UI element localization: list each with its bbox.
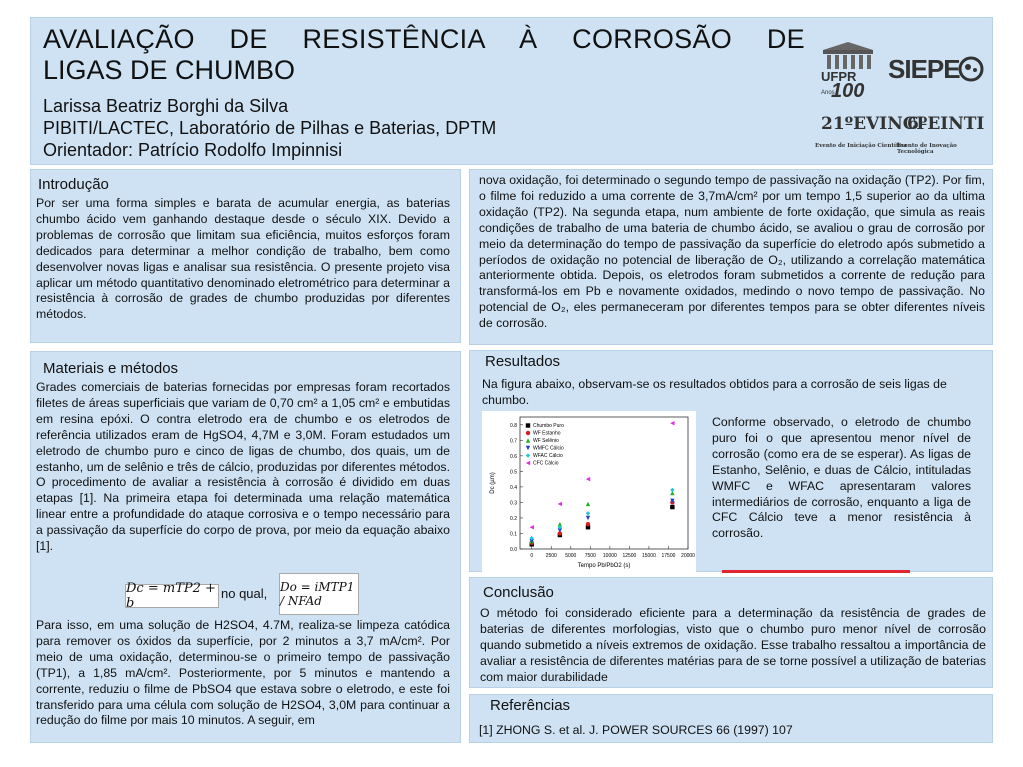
legend-label: Chumbo Puro	[533, 423, 564, 429]
y-tick-label: 0.1	[510, 531, 517, 538]
legend-marker	[526, 431, 530, 435]
poster-title-line1: AVALIAÇÃO DE RESISTÊNCIA À CORROSÃO DE	[43, 24, 805, 54]
introduction-title: Introdução	[38, 176, 109, 193]
methods-title: Materiais e métodos	[43, 360, 179, 377]
x-tick-label: 7500	[584, 553, 596, 559]
einti-caption: Evento de Inovação Tecnológica	[897, 143, 957, 155]
y-tick-label: 0.4	[510, 484, 517, 491]
plot-frame	[520, 417, 688, 549]
results-discussion-text: Conforme observado, o eletrodo de chumbo puro foi o que apresentou menor nível de corrosão (como era de se esperar). As ligas de Estanho, Selênio, e duas de Cálcio, intituladas WMFC e WFAC apresentaram valores intermediários de corrosão, enquanto a liga de CFC Cálcio teve a menor resistência à corrosão.	[712, 415, 971, 541]
equation-joiner: no qual,	[221, 586, 268, 601]
affiliation: PIBITI/LACTEC, Laboratório de Pilhas e Baterias, DPTM	[43, 118, 497, 138]
ufpr-logo	[821, 42, 881, 102]
data-point	[586, 522, 590, 526]
evinci-logo: 21ºEVINCI	[821, 114, 925, 134]
equation-dc: Dc = mTP2 + b	[125, 584, 219, 608]
methods-panel	[30, 351, 461, 743]
legend-label: WFAC Cálcio	[533, 453, 563, 459]
corrosion-scatter-plot	[482, 411, 696, 573]
data-point	[670, 505, 674, 509]
y-tick-label: 0.5	[510, 469, 517, 476]
ufpr-anos: Anos	[821, 90, 835, 96]
introduction-panel	[30, 169, 461, 343]
x-tick-label: 2500	[545, 553, 557, 559]
y-tick-label: 0.8	[510, 422, 517, 429]
x-tick-label: 20000	[681, 553, 695, 559]
ufpr-text: UFPR	[821, 69, 857, 84]
y-tick-label: 0.6	[510, 453, 517, 460]
introduction-text: Por ser uma forma simples e barata de acumular energia, as baterias chumbo ácido vem ganhando destaque desde o século XIX. Devido a problemas de corrosão que limitam sua eficiência, muitos esforços foram dedicados para determinar a melhor condição de trabalho, bem como desenvolver novas ligas e analisar sua resistência. O presente projeto visa aplicar um método quantitativo denominado eletrométrico para determinar a resistência à corrosão de grades de chumbo produzidas por diferentes métodos.	[36, 196, 450, 322]
siepe-logo	[888, 54, 988, 88]
corrosion-chart	[482, 411, 696, 573]
x-tick-label: 10000	[602, 553, 617, 559]
x-tick-label: 0	[530, 553, 534, 559]
poster-header	[30, 17, 993, 165]
y-tick-label: 0.2	[510, 515, 517, 522]
methods-text-part1: Grades comerciais de baterias fornecidas por empresas foram recortados filetes de áreas superficiais que variam de 0,70 cm² a 1,05 cm² e embutidas em resina epóxi. O contra eletrodo era de chumbo e os eletrodos de referência utilizados eram de HgSO4, 4,7M e 3,0M. Foram estudados um eletrodo de chumbo puro e cinco de ligas de chumbo, dos quais, um de estanho, um de selênio e três de cálcio, produzidas por diferentes métodos. O procedimento de avaliar a resistência à corrosão é dividido em duas etapas [1]. Na primeira etapa foi determinada uma relação matemática linear entre a profundidade do ataque corrosiva e o tempo necessário para a passivação da superfície do corpo de prova, por meio da equação abaixo [1].	[36, 380, 450, 554]
x-tick-label: 15000	[641, 553, 656, 559]
references-title: Referências	[490, 697, 571, 714]
y-tick-label: 0.0	[510, 547, 517, 553]
x-axis-label: Tempo Pb/PbO2 (s)	[577, 563, 631, 569]
poster-title-line2: LIGAS DE CHUMBO	[43, 55, 296, 85]
evinci-caption: Evento de Iniciação Científica	[815, 143, 907, 149]
einti-logo: 6ºEINTI	[907, 114, 985, 134]
ufpr-100: 100	[831, 80, 865, 102]
legend-label: CFC Cálcio	[533, 460, 559, 467]
methods-continued-text: nova oxidação, foi determinado o segundo tempo de passivação na oxidação (TP2). Por fim, o filme foi reduzido a uma corrente de 3,7mA/cm² por um tempo 1,5 superior ao da ultima oxidação (TP2). Na segunda etapa, num ambiente de forte oxidação, que simula as reais condições de trabalho de uma bateria de chumbo ácido, se avaliou o grau de corrosão por meio da determinação do tempo de passivação da superfície do eletrodo após submetido a períodos de oxidação no potencial de liberação de O₂, utilizando a correlação matemática anteriormente obtida. Depois, os eletrodos foram submetidos a corrente de redução para transformá-los em Pb e novamente oxidados, medindo o novo tempo de passivação. No potencial de O₂, eles permaneceram por diferentes tempos para se obter diferentes níveis de corrosão.	[479, 173, 985, 331]
legend-label: WF Estanho	[533, 430, 561, 437]
x-tick-label: 5000	[565, 553, 577, 559]
results-title: Resultados	[485, 353, 561, 370]
legend-label: WMFC Cálcio	[533, 445, 564, 452]
legend-marker	[526, 423, 530, 427]
y-tick-label: 0.7	[510, 438, 517, 445]
results-intro-text: Na figura abaixo, observam-se os resultados obtidos para a corrosão de seis ligas de chumbo.	[482, 377, 947, 407]
results-panel	[469, 350, 993, 572]
x-tick-label: 17500	[661, 553, 676, 559]
advisor: Orientador: Patrício Rodolfo Impinnisi	[43, 140, 343, 160]
y-tick-label: 0.3	[510, 500, 517, 507]
siepe-mascot-icon	[958, 56, 984, 82]
author-name: Larissa Beatriz Borghi da Silva	[43, 96, 289, 116]
conclusion-panel	[469, 577, 993, 688]
y-axis-label: Dc (µm)	[490, 472, 496, 494]
reference-item: [1] ZHONG S. et al. J. POWER SOURCES 66 (1997) 107	[479, 723, 793, 737]
conclusion-title: Conclusão	[483, 584, 554, 601]
legend-label: WF Selênio	[533, 438, 559, 444]
equation-do: Do = iMTP1 / NFAd	[279, 573, 359, 615]
methods-text-part2: Para isso, em uma solução de H2SO4, 4.7M, realiza-se limpeza catódica para remover os óxidos da superfície, por 2 minutos a 3,7 mA/cm². Por meio de uma oxidação, determinou-se o primeiro tempo de passivação (TP1), a 1,85 mA/cm². Posteriormente, por 5 minutos e mantendo a corrente, reduziu o filme de PbSO4 que estava sobre o eletrodo, e este foi transferido para uma célula com solução de H2SO4, 3,0M para continuar a redução do filme por mais 10 minutos. A seguir, em	[36, 618, 450, 728]
x-tick-label: 12500	[622, 553, 637, 559]
conclusion-text: O método foi considerado eficiente para a determinação da resistência de grades de baterias de diferentes morfologias, visto que o chumbo puro menor nível de corrosão quando submetido a níveis extremos de oxidação. Esse trabalho ressaltou a importância de avaliar a resistência de diferentes matérias para de se torne possível a utilização de baterias com maior durabilidade	[480, 606, 986, 684]
references-panel	[469, 694, 993, 743]
siepe-text: SIEPE	[888, 54, 960, 84]
decorative-red-line	[722, 570, 910, 573]
continued-text-panel	[469, 169, 993, 345]
